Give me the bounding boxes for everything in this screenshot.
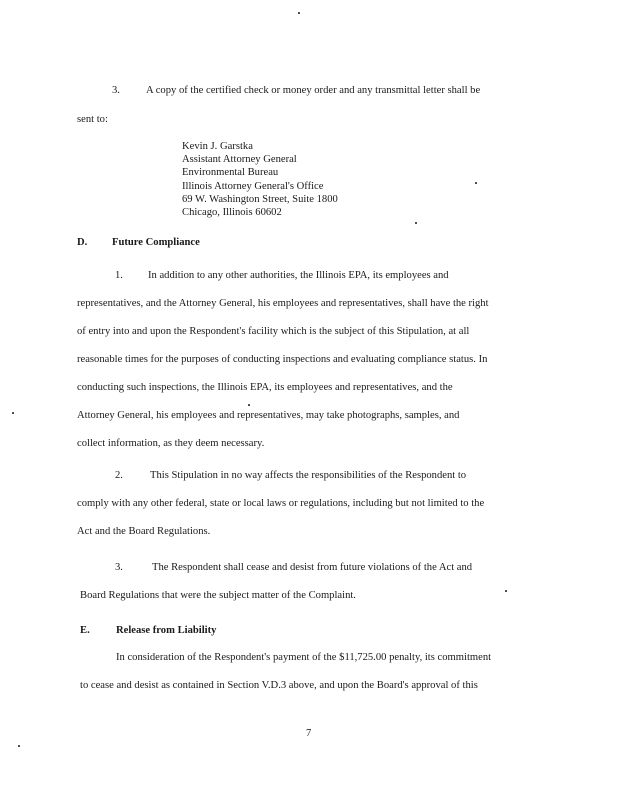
address-name: Kevin J. Garstka	[182, 141, 253, 152]
scan-speck	[298, 12, 300, 14]
address-block	[182, 140, 338, 219]
address-office: Illinois Attorney General's Office	[182, 180, 324, 192]
d1-line-4: reasonable times for the purposes of conducting inspections and evaluating compliance status. In	[77, 354, 488, 365]
scan-speck	[18, 745, 20, 747]
address-bureau: Environmental Bureau	[182, 167, 279, 179]
d1-line-1: In addition to any other authorities, the Illinois EPA, its employees and	[148, 270, 449, 281]
item-3-line-2: sent to:	[77, 114, 108, 125]
address-street: 69 W. Washington Street, Suite 1800	[182, 193, 338, 205]
item-3-line-1: A copy of the certified check or money order and any transmittal letter shall be	[146, 85, 481, 96]
section-d-letter: D.	[77, 237, 88, 248]
scan-speck	[475, 182, 477, 184]
scan-speck	[415, 222, 417, 224]
section-d-title: Future Compliance	[112, 237, 200, 248]
e-line-1: In consideration of the Respondent's payment of the $11,725.00 penalty, its commitment	[116, 652, 492, 663]
item-3-number: 3.	[112, 85, 120, 96]
scan-speck	[12, 412, 14, 414]
e-line-2: to cease and desist as contained in Section V.D.3 above, and upon the Board's approval of this	[80, 680, 478, 691]
section-e-letter: E.	[80, 625, 90, 636]
d1-number: 1.	[115, 270, 123, 281]
d2-line-1: This Stipulation in no way affects the responsibilities of the Respondent to	[150, 470, 467, 481]
scan-speck	[505, 590, 507, 592]
d2-line-3: Act and the Board Regulations.	[77, 526, 211, 537]
page-number: 7	[306, 728, 312, 739]
d3-line-2: Board Regulations that were the subject matter of the Complaint.	[80, 590, 356, 601]
d3-line-1: The Respondent shall cease and desist from future violations of the Act and	[152, 562, 473, 573]
d1-line-7: collect information, as they deem necessary.	[77, 438, 265, 449]
scan-speck	[248, 404, 250, 406]
d3-number: 3.	[115, 562, 123, 573]
d2-line-2: comply with any other federal, state or local laws or regulations, including but not limited to the	[77, 498, 485, 509]
section-e-title: Release from Liability	[116, 625, 217, 636]
d2-number: 2.	[115, 470, 123, 481]
d1-line-3: of entry into and upon the Respondent's facility which is the subject of this Stipulation, at all	[77, 326, 470, 337]
d1-line-2: representatives, and the Attorney General, his employees and representatives, shall have the right	[77, 298, 489, 309]
address-title: Assistant Attorney General	[182, 154, 297, 166]
address-city: Chicago, Illinois 60602	[182, 207, 282, 219]
d1-line-6: Attorney General, his employees and representatives, may take photographs, samples, and	[77, 410, 460, 421]
d1-line-5: conducting such inspections, the Illinois EPA, its employees and representatives, and the	[77, 382, 453, 393]
